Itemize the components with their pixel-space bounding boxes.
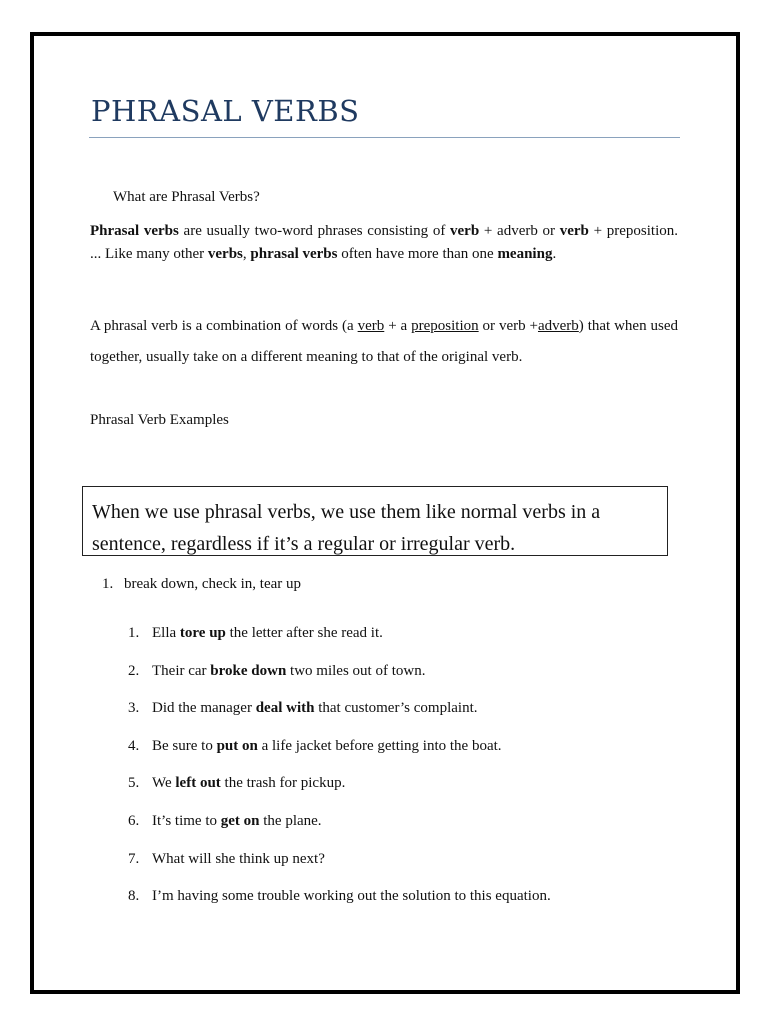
question-text: What are Phrasal Verbs? (113, 189, 260, 205)
examples-list (128, 624, 551, 925)
note-box: When we use phrasal verbs, we use them like normal verbs in a sentence, regardless if it’s a regular or irregular verb. (82, 486, 668, 556)
preposition-link[interactable]: preposition (411, 318, 479, 334)
example-text: It’s time to (152, 812, 221, 829)
term-verb: verb (450, 223, 480, 239)
list-item (102, 576, 301, 593)
list-item (128, 662, 551, 700)
list-number: 5. (128, 775, 140, 792)
paragraph-text: are usually two-word phrases consisting of (178, 223, 451, 239)
example-phrasal-verb: broke down (210, 662, 287, 679)
paragraph-text: + preposition. ... Like many other (90, 223, 678, 262)
example-text: the letter after she read it. (225, 625, 383, 641)
example-text: Did the manager (152, 700, 256, 717)
example-text: Their car (152, 662, 211, 679)
list-item (128, 737, 551, 775)
term-phrasal-verbs: phrasal verbs (250, 245, 338, 262)
list-item (128, 699, 551, 737)
title-underline (89, 137, 680, 138)
list-text: break down, check in, tear up (124, 576, 302, 592)
term-phrasal-verbs: Phrasal verbs (90, 223, 179, 239)
paragraph-text: ) that when used together, usually take on a different meaning to that of the original verb. (90, 318, 678, 365)
example-phrasal-verb: get on (220, 812, 260, 829)
page-title: PHRASAL VERBS (91, 94, 360, 128)
list-number: 4. (128, 737, 140, 754)
paragraph-text: + adverb or (479, 223, 560, 239)
example-text: the trash for pickup. (220, 775, 346, 792)
paragraph-text: or verb + (478, 318, 538, 334)
example-phrasal-verb: left out (175, 775, 221, 792)
verb-link[interactable]: verb (357, 318, 385, 334)
paragraph-text: . (552, 245, 557, 262)
term-meaning: meaning (497, 245, 553, 262)
example-phrasal-verb: tore up (179, 625, 226, 641)
example-text: What will she think up next? (152, 850, 325, 867)
list-item (128, 624, 551, 662)
example-text: the plane. (259, 812, 322, 829)
list-item (128, 850, 551, 888)
example-phrasal-verb: put on (216, 737, 258, 754)
list-item (128, 774, 551, 812)
example-phrasal-verb: deal with (255, 700, 315, 717)
example-text: Ella (152, 625, 180, 641)
example-text: a life jacket before getting into the boat. (257, 737, 502, 754)
adverb-link[interactable]: adverb (537, 318, 579, 334)
paragraph-combination (90, 311, 678, 373)
paragraph-text: often have more than one (337, 245, 498, 262)
example-text: I’m having some trouble working out the solution to this equation. (152, 888, 551, 905)
paragraph-text: + a (384, 318, 412, 334)
example-text: Be sure to (152, 737, 217, 754)
list-number: 8. (128, 888, 140, 905)
example-text: that customer’s complaint. (314, 700, 478, 717)
list-item (128, 812, 551, 850)
list-number: 7. (128, 850, 140, 867)
paragraph-text: , (242, 245, 251, 262)
list-number: 3. (128, 700, 140, 717)
examples-heading: Phrasal Verb Examples (90, 412, 229, 428)
list-number: 6. (128, 812, 140, 829)
list-number: 1. (102, 576, 114, 592)
list-number: 2. (128, 662, 140, 679)
paragraph-text: A phrasal verb is a combination of words (a (90, 318, 358, 334)
list-number: 1. (128, 625, 140, 641)
term-verb: verb (559, 223, 589, 239)
term-verbs: verbs (207, 245, 243, 262)
example-text: two miles out of town. (286, 662, 426, 679)
example-text: We (152, 775, 176, 792)
paragraph-definition (90, 220, 678, 265)
list-item (128, 887, 551, 925)
